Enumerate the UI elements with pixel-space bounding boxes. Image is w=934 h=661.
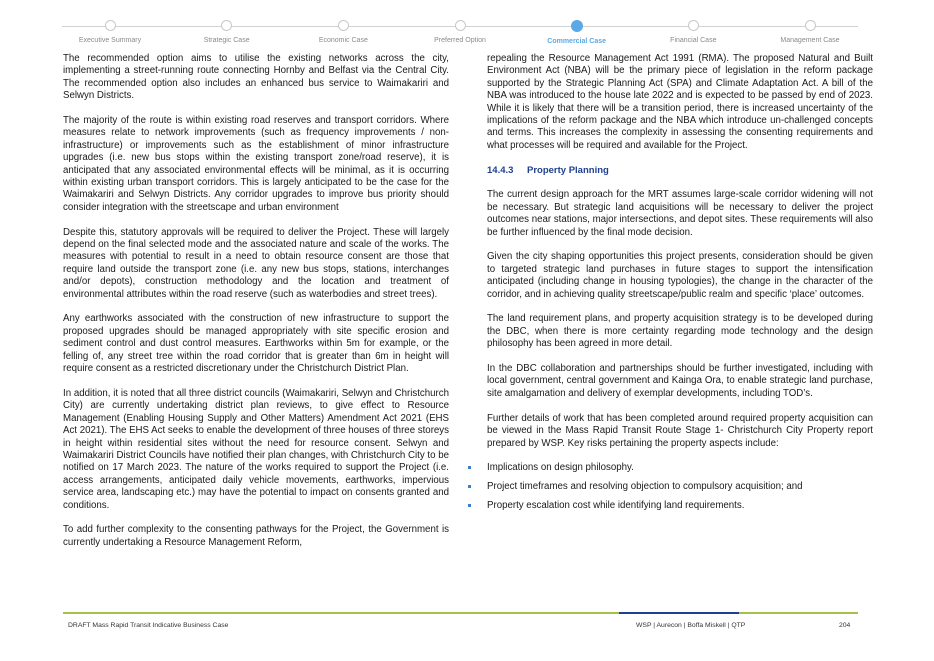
paragraph: The land requirement plans, and property acquisition strategy is to be developed during the DBC, when there is more certainty regarding mode technology and the design philosophy has been agreed in more detail. xyxy=(487,313,873,350)
footer-authors: WSP | Aurecon | Boffa Miskell | QTP xyxy=(636,622,746,629)
step-commercial-case[interactable] xyxy=(527,20,627,45)
bullet-icon xyxy=(468,504,471,507)
footer-rule xyxy=(63,612,858,614)
step-label: Preferred Option xyxy=(434,37,486,44)
paragraph: Given the city shaping opportunities this project presents, consideration should be given to targeted strategic land purchases in future stages to support the intensification anticipated (including change in housing typologies), the change in the character of the corridor, and in achieving quality streetscape/public realm and specific ‘place’ outcomes. xyxy=(487,251,873,300)
paragraph: To add further complexity to the consenting pathways for the Project, the Government is currently undertaking a Resource Management Reform, xyxy=(63,524,449,548)
step-dot-icon xyxy=(805,20,816,31)
step-management-case[interactable] xyxy=(760,20,860,44)
footer-document-title: DRAFT Mass Rapid Transit Indicative Business Case xyxy=(68,622,229,629)
list-item xyxy=(487,481,873,493)
step-label: Commercial Case xyxy=(547,38,607,45)
step-label: Financial Case xyxy=(670,37,717,44)
bullet-icon xyxy=(468,466,471,469)
list-item-text: Property escalation cost while identifying land requirements. xyxy=(487,499,745,511)
step-label: Economic Case xyxy=(318,37,368,44)
list-item-text: Project timeframes and resolving objection to compulsory acquisition; and xyxy=(487,481,803,493)
paragraph: The current design approach for the MRT assumes large-scale corridor widening will not be necessary. But strategic land acquisitions will be necessary to deliver the project outcomes near stations, major intersections, and depot sites. These requirements will also be further influenced by the final mode decision. xyxy=(487,189,873,238)
list-item xyxy=(487,500,873,512)
step-dot-icon xyxy=(105,20,116,31)
paragraph: repealing the Resource Management Act 1991 (RMA). The proposed Natural and Built Environment Act (NBA) will be the primary piece of legislation in the reform package supported by the Strategic Planning Act (SPA) and Climate Adaptation Act. A bill of the NBA was introduced to the house late 2022 and is expected to be passed by end of 2023. While it is likely that there will be a transition period, there is increased uncertainty of the implications of the reform package and the NBA which introduce un-challenged concepts and terms. This increases the complexity in assessing the consenting requirements and what processes will be required and available for the Project. xyxy=(487,53,873,151)
section-stepper xyxy=(62,18,858,48)
paragraph: In addition, it is noted that all three district councils (Waimakariri, Selwyn and Christchurch City) are currently undertaking district plan reviews, to give effect to Resource Management (Enabling Housing Supply and Other Matters) Amendment Act 2021 (EHS Act 2021). The EHS Act seeks to enable the development of three houses of three storeys in height within residential sites without the need for resource consent. Selwyn and Waimakariri District Councils have notified their plan changes, with Christchurch City to be notified on 17 March 2023. The nature of the works required to support the Project (i.e. access arrangements, anticipated daily vehicle movements, earthworks, impervious service area, landscaping etc.) may have the potential to impact on consents granted and conditions. xyxy=(63,387,449,511)
risk-list xyxy=(487,462,873,512)
paragraph: The majority of the route is within existing road reserves and transport corridors. Where measures relate to network improvements (such as frequency improvements / non-infrastructure) or improvements such as the establishment of minor infrastructure upgrades (i.e. new bus stops within the existing transport zone/road reserve), it is anticipated that any associated environmental effects will be minimal, as it is occurring within existing urban transport corridors. This is largely anticipated to be the case for the Waimakariri and Selwyn Districts. Any corridor upgrades to improve bus priority should consider integration with the streetscape and urban environment xyxy=(63,115,449,213)
footer-rule-accent xyxy=(619,612,739,614)
step-financial-case[interactable] xyxy=(643,20,743,44)
bullet-icon xyxy=(468,485,471,488)
section-number: 14.4.3 xyxy=(487,164,514,176)
list-item xyxy=(487,462,873,474)
paragraph: Further details of work that has been completed around required property acquisition can be viewed in the Mass Rapid Transit Route Stage 1- Christchurch City Property report prepared by WSP. Key risks pertaining the property aspects include: xyxy=(487,412,873,449)
step-economic-case[interactable] xyxy=(293,20,393,44)
list-item-text: Implications on design philosophy. xyxy=(487,462,634,474)
step-dot-icon xyxy=(688,20,699,31)
section-title: Property Planning xyxy=(527,164,609,176)
step-dot-icon xyxy=(455,20,466,31)
step-dot-icon xyxy=(571,20,583,32)
paragraph: Any earthworks associated with the construction of new infrastructure to support the proposed upgrades should be managed appropriately with site specific erosion and sediment control and dust control measures. Earthworks within 5m for example, or the felling of, any street tree within the road corridor that is greater than 6m in height will require consent as a restricted discretionary under the Christchurch District Plan. xyxy=(63,313,449,375)
step-dot-icon xyxy=(338,20,349,31)
step-dot-icon xyxy=(221,20,232,31)
step-strategic-case[interactable] xyxy=(177,20,277,44)
paragraph: Despite this, statutory approvals will be required to deliver the Project. These will largely depend on the final selected mode and the associated nature and scale of the works. The measures with potential to result in a need to obtain resource consent are those that require land outside the transport zone (i.e. any new bus stops, stations, interchanges and/or depots), construction methodology and the location and treatment of environmental attributes within the road reserve (such as waterbodies and street trees). xyxy=(63,226,449,300)
step-executive-summary[interactable] xyxy=(60,20,160,44)
left-column xyxy=(63,53,449,562)
section-heading xyxy=(487,165,873,177)
page-number: 204 xyxy=(839,622,851,629)
step-label: Strategic Case xyxy=(203,37,250,44)
right-column xyxy=(487,53,873,519)
paragraph: In the DBC collaboration and partnerships should be further investigated, including with local government, central government and Kainga Ora, to enable strategic land purchase, site amalgamation and delivery of exemplar developments, including TOD’s. xyxy=(487,363,873,399)
step-label: Executive Summary xyxy=(78,37,142,44)
step-label: Management Case xyxy=(780,37,840,44)
step-preferred-option[interactable] xyxy=(410,20,510,44)
paragraph: The recommended option aims to utilise the existing networks across the city, implementing a street-running route connecting Hornby and Belfast via the Central City. The recommended option also includes an enhanced bus service to Waimakariri and Selwyn Districts. xyxy=(63,53,449,102)
